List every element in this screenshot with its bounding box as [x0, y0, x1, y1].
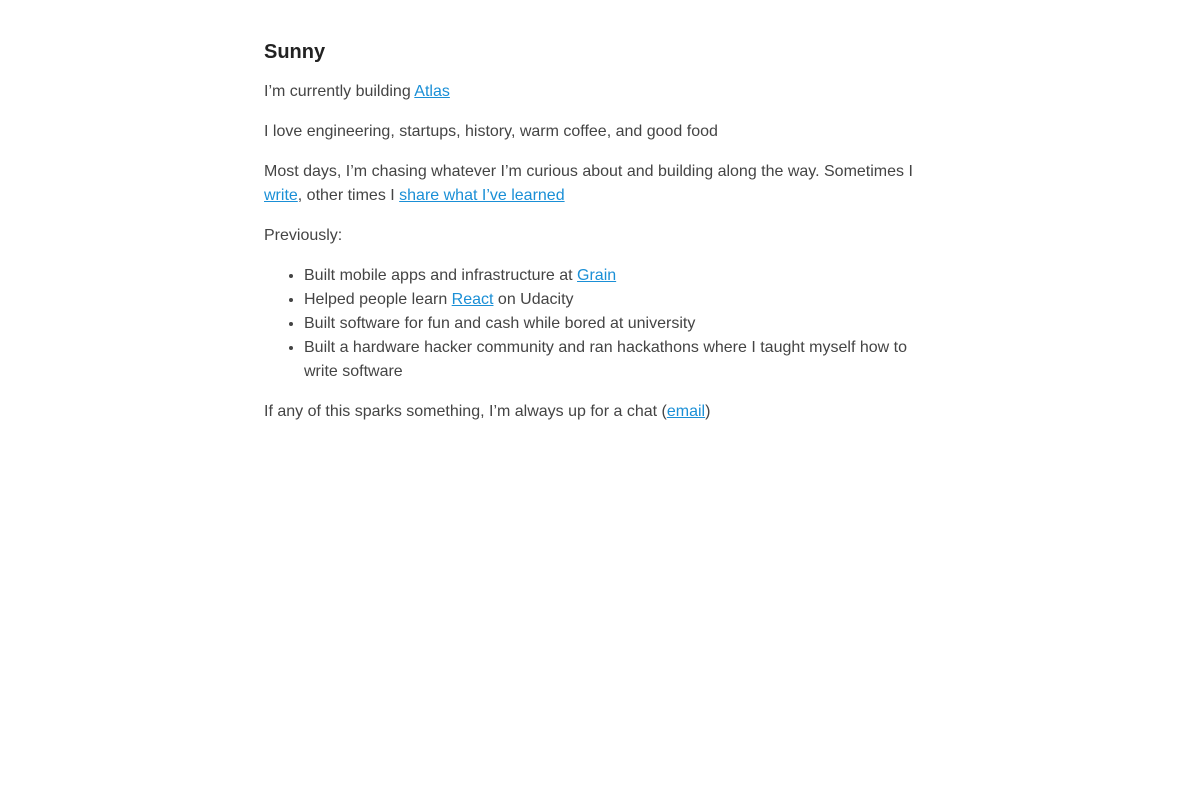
list-item: • Built software for fun and cash while bored at university	[304, 312, 924, 336]
page-content	[264, 38, 924, 440]
other-times-text: , other times I	[297, 187, 400, 204]
list-item	[304, 264, 924, 288]
email-link[interactable]: email	[666, 403, 706, 420]
building-paragraph	[264, 80, 924, 104]
page-title: Sunny	[264, 41, 326, 63]
list-item	[304, 288, 924, 312]
react-link[interactable]: React	[451, 291, 494, 308]
contact-paragraph	[264, 400, 924, 424]
previously-label: Previously:	[264, 227, 343, 244]
contact-text: If any of this sparks something, I’m always up for a chat (	[264, 403, 667, 420]
share-learned-link[interactable]: share what I’ve learned	[399, 187, 565, 204]
chasing-paragraph	[264, 160, 924, 208]
list-item-text: Helped people learn	[304, 291, 452, 308]
grain-link[interactable]: Grain	[577, 267, 617, 284]
loves-paragraph: I love engineering, startups, history, warm coffee, and good food	[264, 123, 718, 140]
contact-suffix: )	[705, 403, 711, 420]
list-item-text: Built mobile apps and infrastructure at	[304, 267, 578, 284]
list-item-suffix: on Udacity	[493, 291, 574, 308]
building-text: I’m currently building	[264, 83, 415, 100]
write-link[interactable]: write	[264, 187, 298, 204]
previously-list	[264, 264, 924, 384]
atlas-link[interactable]: Atlas	[414, 83, 450, 100]
list-item: • Built a hardware hacker community and ran hackathons where I taught myself how to write software	[304, 336, 924, 384]
chasing-text: Most days, I’m chasing whatever I’m curious about and building along the way. Sometimes I	[264, 163, 913, 180]
